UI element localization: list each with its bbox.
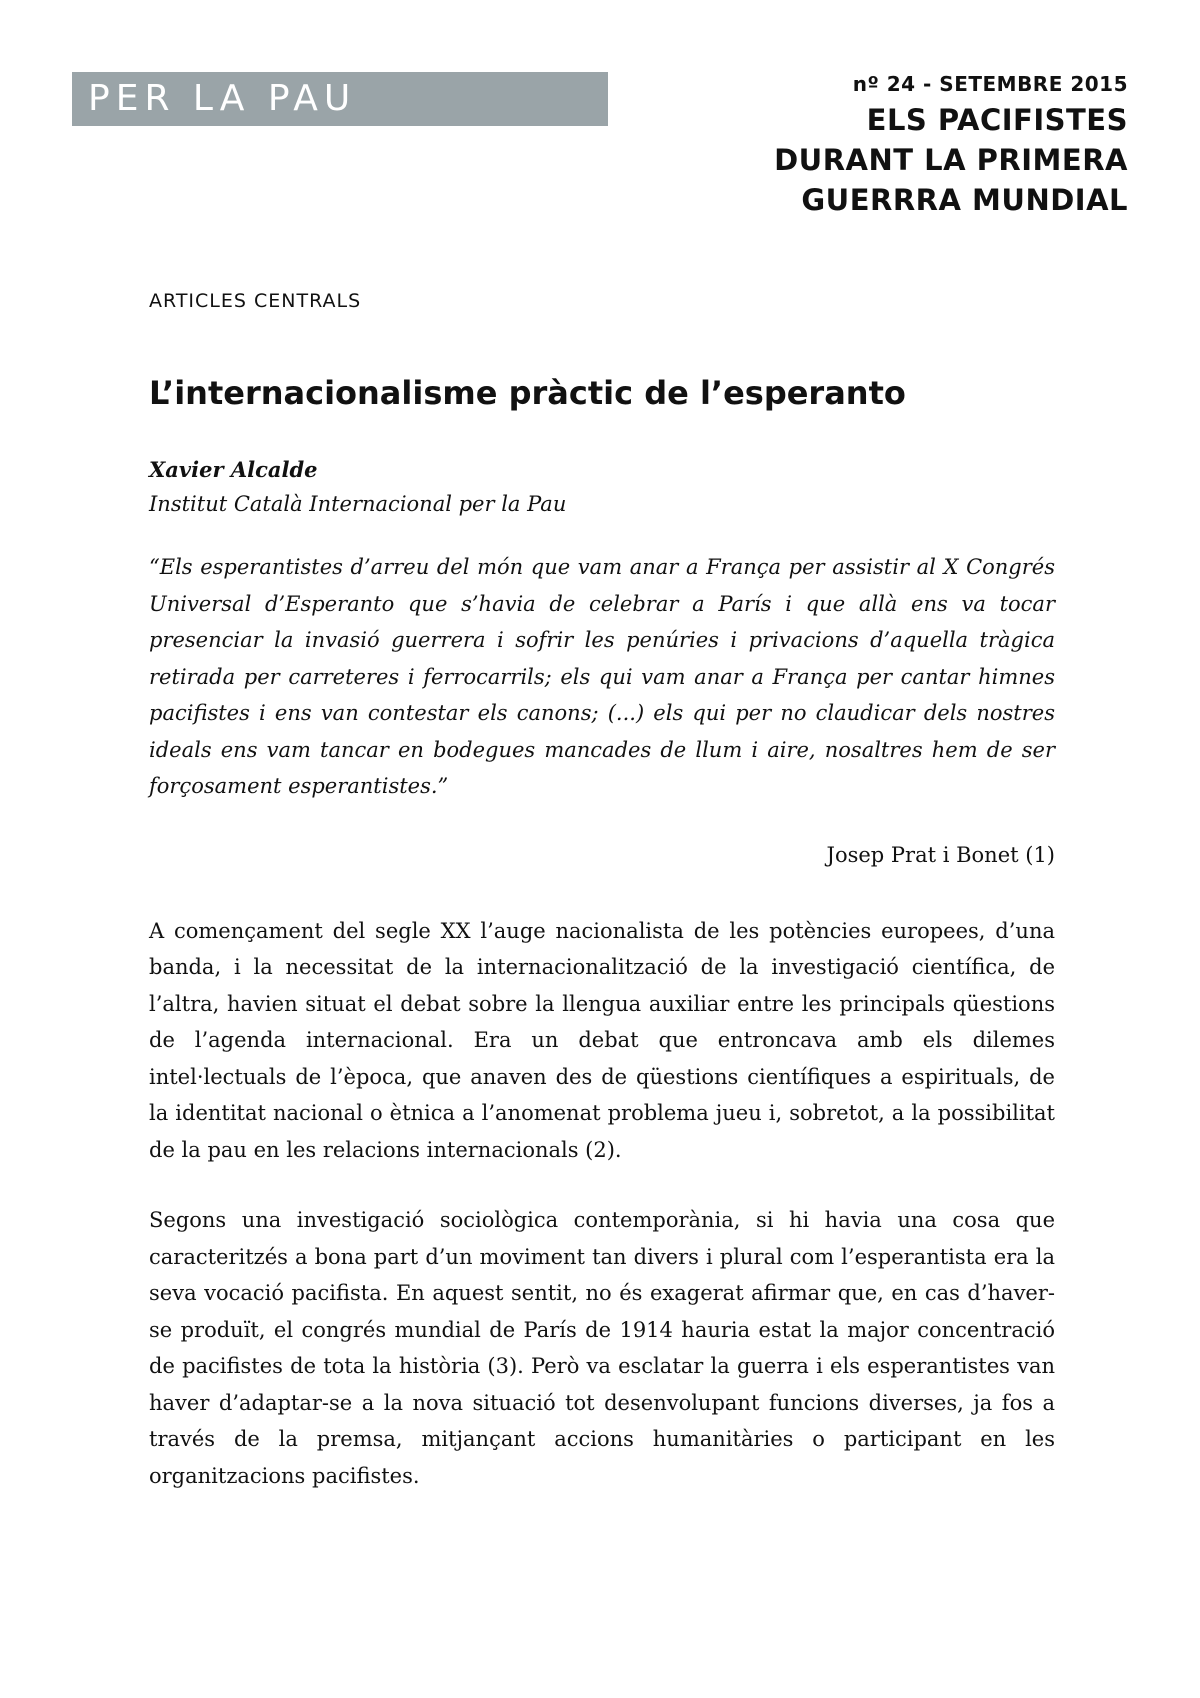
issue-title: ELS PACIFISTES DURANT LA PRIMERA GUERRRA MUNDIAL [774, 103, 1128, 217]
author-affiliation: Institut Català Internacional per la Pau [149, 492, 567, 516]
issue-block [748, 70, 1128, 220]
body-paragraph: A començament del segle XX l’auge nacionalista de les potències europees, d’una banda, i la necessitat de la internacionalització de la investigació científica, de l’altra, havien situat el debat sobre la llengua auxiliar entre les principals qüestions de l’agenda internacional. Era un debat que entroncava amb els dilemes intel·lectuals de l’època, que anaven des de qüestions científiques a espirituals, de la identitat nacional o ètnica a l’anomenat problema jueu i, sobretot, a la possibilitat de la pau en les relacions internacionals (2). [149, 918, 1055, 1162]
article-title: L’internacionalisme pràctic de l’esperanto [149, 374, 906, 412]
body-paragraph: Segons una investigació sociològica contemporània, si hi havia una cosa que caracteritzés a bona part d’un moviment tan divers i plural com l’esperantista era la seva vocació pacifista. En aquest sentit, no és exagerat afirmar que, en cas d’haver-se produït, el congrés mundial de París de 1914 hauria estat la major concentració de pacifistes de tota la història (3). Però va esclatar la guerra i els esperantistes van haver d’adaptar-se a la nova situació tot desenvolupant funcions diverses, ja fos a través de la premsa, mitjançant accions humanitàries o participant en les organitzacions pacifistes. [149, 1208, 1055, 1488]
masthead-bar [72, 72, 608, 126]
epigraph-quote: “Els esperantistes d’arreu del món que vam anar a França per assistir al X Congrés Universal d’Esperanto que s’havia de celebrar a París i que allà ens va tocar presenciar la invasió guerrera i sofrir les penúries i privacions d’aquella tràgica retirada per carreteres i ferrocarrils; els qui vam anar a França per cantar himnes pacifistes i ens van contestar els canons; (...) els qui per no claudicar dels nostres ideals ens vam tancar en bodegues mancades de llum i aire, nosaltres hem de ser forçosament esperantistes.” [149, 555, 1055, 798]
issue-number: nº 24 - SETEMBRE 2015 [852, 72, 1128, 96]
author-name: Xavier Alcalde [149, 457, 318, 482]
epigraph-source: Josep Prat i Bonet (1) [826, 842, 1055, 867]
masthead-title: PER LA PAU [88, 78, 357, 119]
article-content [149, 287, 1055, 1494]
section-label: ARTICLES CENTRALS [149, 290, 362, 312]
